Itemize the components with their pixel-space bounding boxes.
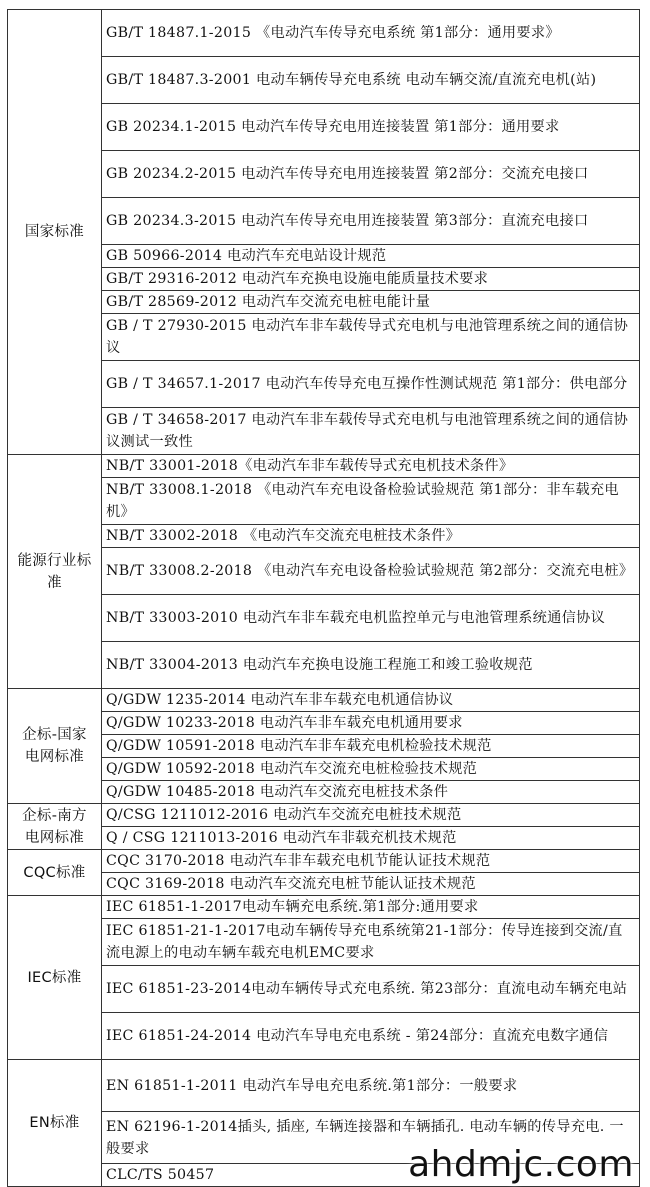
table-row [8, 735, 640, 758]
watermark: ahdmjc.com [408, 1144, 634, 1185]
table-row [8, 291, 640, 314]
standard-item: GB/T 29316-2012 电动汽车充换电设施电能质量技术要求 [102, 268, 640, 291]
standard-item: Q/GDW 1235-2014 电动汽车非车载充电机通信协议 [102, 689, 640, 712]
standard-item: NB/T 33008.1-2018 《电动汽车充电设备检验试验规范 第1部分：非车载充电机》 [102, 478, 640, 525]
category-cell: IEC标准 [8, 896, 102, 1060]
standard-item: GB 20234.1-2015 电动汽车传导充电用连接装置 第1部分：通用要求 [102, 104, 640, 151]
table-row [8, 689, 640, 712]
table-row [8, 478, 640, 525]
standard-item: EN 62196-1-2014插头, 插座, 车辆连接器和车辆插孔. 电动车辆的传导充电. 一般要求 [102, 1112, 640, 1164]
table-row [8, 408, 640, 455]
table-row [8, 314, 640, 361]
standard-item: GB/T 28569-2012 电动汽车交流充电桩电能计量 [102, 291, 640, 314]
category-cell: 企标-南方 电网标准 [8, 804, 102, 850]
table-row [8, 1060, 640, 1112]
table-row [8, 1013, 640, 1060]
standard-item: GB/T 18487.3-2001 电动车辆传导充电系统 电动车辆交流/直流充电机(站) [102, 57, 640, 104]
table-row [8, 758, 640, 781]
standard-item: Q/GDW 10233-2018 电动汽车非车载充电机通用要求 [102, 712, 640, 735]
table-row [8, 1112, 640, 1164]
table-row [8, 104, 640, 151]
table-row [8, 548, 640, 595]
standard-item: Q/GDW 10485-2018 电动汽车交流充电桩技术条件 [102, 781, 640, 804]
table-row [8, 642, 640, 689]
category-cell: 企标-国家 电网标准 [8, 689, 102, 804]
standard-item: GB 20234.2-2015 电动汽车传导充电用连接装置 第2部分：交流充电接口 [102, 151, 640, 198]
category-cell: 能源行业标 准 [8, 455, 102, 689]
standard-item: Q/CSG 1211012-2016 电动汽车交流充电桩技术规范 [102, 804, 640, 827]
table-row [8, 151, 640, 198]
standards-table [7, 9, 640, 1187]
table-row [8, 1164, 640, 1187]
standard-item: NB/T 33004-2013 电动汽车充换电设施工程施工和竣工验收规范 [102, 642, 640, 689]
standard-item: NB/T 33003-2010 电动汽车非车载充电机监控单元与电池管理系统通信协议 [102, 595, 640, 642]
standard-item: NB/T 33002-2018 《电动汽车交流充电桩技术条件》 [102, 525, 640, 548]
standard-item: IEC 61851-24-2014 电动汽车导电充电系统 - 第24部分：直流充电数字通信 [102, 1013, 640, 1060]
standard-item: GB/T 18487.1-2015 《电动汽车传导充电系统 第1部分：通用要求》 [102, 10, 640, 57]
table-row [8, 896, 640, 919]
standard-item: GB / T 34657.1-2017 电动汽车传导充电互操作性测试规范 第1部分：供电部分 [102, 361, 640, 408]
standard-item: EN 61851-1-2011 电动汽车导电充电系统.第1部分：一般要求 [102, 1060, 640, 1112]
standard-item: GB / T 34658-2017 电动汽车非车载传导式充电机与电池管理系统之间的通信协议测试一致性 [102, 408, 640, 455]
standard-item: IEC 61851-23-2014电动车辆传导式充电系统. 第23部分：直流电动车辆充电站 [102, 966, 640, 1013]
table-row [8, 10, 640, 57]
table-row [8, 525, 640, 548]
standard-item: IEC 61851-1-2017电动车辆充电系统.第1部分:通用要求 [102, 896, 640, 919]
standards-table-body [8, 10, 640, 1187]
category-cell: 国家标准 [8, 10, 102, 455]
table-row [8, 873, 640, 896]
standard-item: NB/T 33008.2-2018 《电动汽车充电设备检验试验规范 第2部分：交流充电桩》 [102, 548, 640, 595]
table-row [8, 781, 640, 804]
table-row [8, 919, 640, 966]
table-row [8, 455, 640, 478]
table-row [8, 850, 640, 873]
category-cell: EN标准 [8, 1060, 102, 1187]
table-row [8, 827, 640, 850]
standard-item: CQC 3169-2018 电动汽车交流充电桩节能认证技术规范 [102, 873, 640, 896]
table-row [8, 268, 640, 291]
standard-item: GB 20234.3-2015 电动汽车传导充电用连接装置 第3部分：直流充电接口 [102, 198, 640, 245]
table-row [8, 361, 640, 408]
table-row [8, 57, 640, 104]
standard-item: Q / CSG 1211013-2016 电动汽车非载充机技术规范 [102, 827, 640, 850]
table-row [8, 595, 640, 642]
standard-item: GB / T 27930-2015 电动汽车非车载传导式充电机与电池管理系统之间的通信协议 [102, 314, 640, 361]
standard-item: CLC/TS 50457 [102, 1164, 640, 1187]
standard-item: CQC 3170-2018 电动汽车非车载充电机节能认证技术规范 [102, 850, 640, 873]
standard-item: IEC 61851-21-1-2017电动车辆传导充电系统第21-1部分：传导连接到交流/直流电源上的电动车辆车载充电机EMC要求 [102, 919, 640, 966]
standard-item: GB 50966-2014 电动汽车充电站设计规范 [102, 245, 640, 268]
table-row [8, 245, 640, 268]
table-row [8, 804, 640, 827]
standard-item: Q/GDW 10591-2018 电动汽车非车载充电机检验技术规范 [102, 735, 640, 758]
standard-item: NB/T 33001-2018《电动汽车非车载传导式充电机技术条件》 [102, 455, 640, 478]
table-row [8, 966, 640, 1013]
standard-item: Q/GDW 10592-2018 电动汽车交流充电桩检验技术规范 [102, 758, 640, 781]
category-cell: CQC标准 [8, 850, 102, 896]
table-row [8, 712, 640, 735]
table-row [8, 198, 640, 245]
